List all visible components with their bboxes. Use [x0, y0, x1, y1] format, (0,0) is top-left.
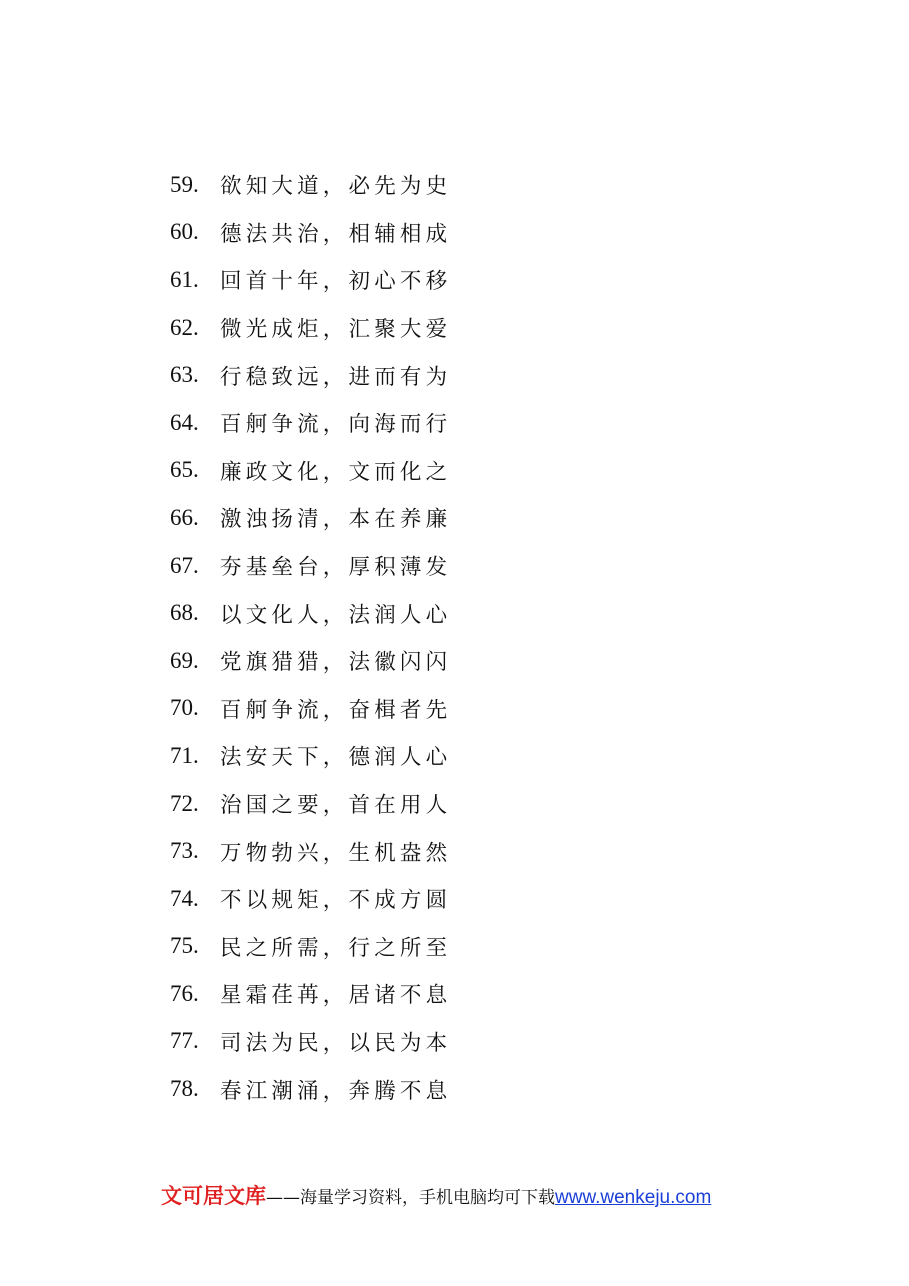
list-item: [170, 161, 451, 209]
list-item: [170, 875, 451, 923]
item-number: 73.: [170, 838, 199, 864]
item-number: 75.: [170, 933, 199, 959]
item-number: 61.: [170, 266, 199, 292]
item-number: 62.: [170, 314, 199, 340]
list-item: [170, 542, 451, 590]
item-number: 78.: [170, 1076, 199, 1102]
list-item: [170, 1018, 451, 1066]
item-text: 行稳致远，进而有为: [220, 364, 452, 390]
list-item: [170, 256, 451, 304]
list-item: [170, 351, 451, 399]
item-number: 70.: [170, 695, 199, 721]
footer-slogan: ——海量学习资料，手机电脑均可下载: [266, 1188, 555, 1208]
list-item: [170, 494, 451, 542]
item-text: 欲知大道，必先为史: [220, 174, 452, 200]
website-link[interactable]: www.wenkeju.com: [555, 1187, 712, 1208]
item-number: 60.: [170, 219, 199, 245]
item-number: 74.: [170, 885, 199, 911]
item-number: 77.: [170, 1028, 199, 1054]
item-text: 不以规矩，不成方圆: [220, 888, 452, 914]
list-item: [170, 399, 451, 447]
item-text: 万物勃兴，生机盎然: [220, 840, 452, 866]
page-footer: [161, 1180, 711, 1212]
list-item: [170, 827, 451, 875]
item-text: 法安天下，德润人心: [220, 745, 452, 771]
slogan-list: [170, 161, 451, 1113]
item-number: 59.: [170, 171, 199, 197]
item-text: 夯基垒台，厚积薄发: [220, 555, 452, 581]
list-item: [170, 685, 451, 733]
list-item: [170, 304, 451, 352]
item-number: 67.: [170, 552, 199, 578]
item-text: 治国之要，首在用人: [220, 793, 452, 819]
item-text: 民之所需，行之所至: [220, 935, 452, 961]
item-text: 党旗猎猎，法徽闪闪: [220, 650, 452, 676]
item-text: 春江潮涌，奔腾不息: [220, 1078, 452, 1104]
item-number: 76.: [170, 980, 199, 1006]
item-number: 72.: [170, 790, 199, 816]
item-text: 回首十年，初心不移: [220, 269, 452, 295]
item-number: 68.: [170, 600, 199, 626]
item-number: 71.: [170, 742, 199, 768]
list-item: [170, 1065, 451, 1113]
item-text: 星霜荏苒，居诸不息: [220, 983, 452, 1009]
item-text: 激浊扬清，本在养廉: [220, 507, 452, 533]
item-text: 百舸争流，奋楫者先: [220, 697, 452, 723]
list-item: [170, 589, 451, 637]
list-item: [170, 732, 451, 780]
item-text: 微光成炬，汇聚大爱: [220, 317, 452, 343]
list-item: [170, 447, 451, 495]
item-number: 64.: [170, 409, 199, 435]
item-text: 德法共治，相辅相成: [220, 221, 452, 247]
brand-name: 文可居文库: [161, 1184, 266, 1208]
item-number: 63.: [170, 362, 199, 388]
item-text: 以文化人，法润人心: [220, 602, 452, 628]
list-item: [170, 637, 451, 685]
list-item: [170, 780, 451, 828]
item-number: 65.: [170, 457, 199, 483]
item-text: 司法为民，以民为本: [220, 1030, 452, 1056]
list-item: [170, 923, 451, 971]
list-item: [170, 970, 451, 1018]
list-item: [170, 209, 451, 257]
item-number: 69.: [170, 647, 199, 673]
item-text: 百舸争流，向海而行: [220, 412, 452, 438]
item-number: 66.: [170, 504, 199, 530]
item-text: 廉政文化，文而化之: [220, 459, 452, 485]
